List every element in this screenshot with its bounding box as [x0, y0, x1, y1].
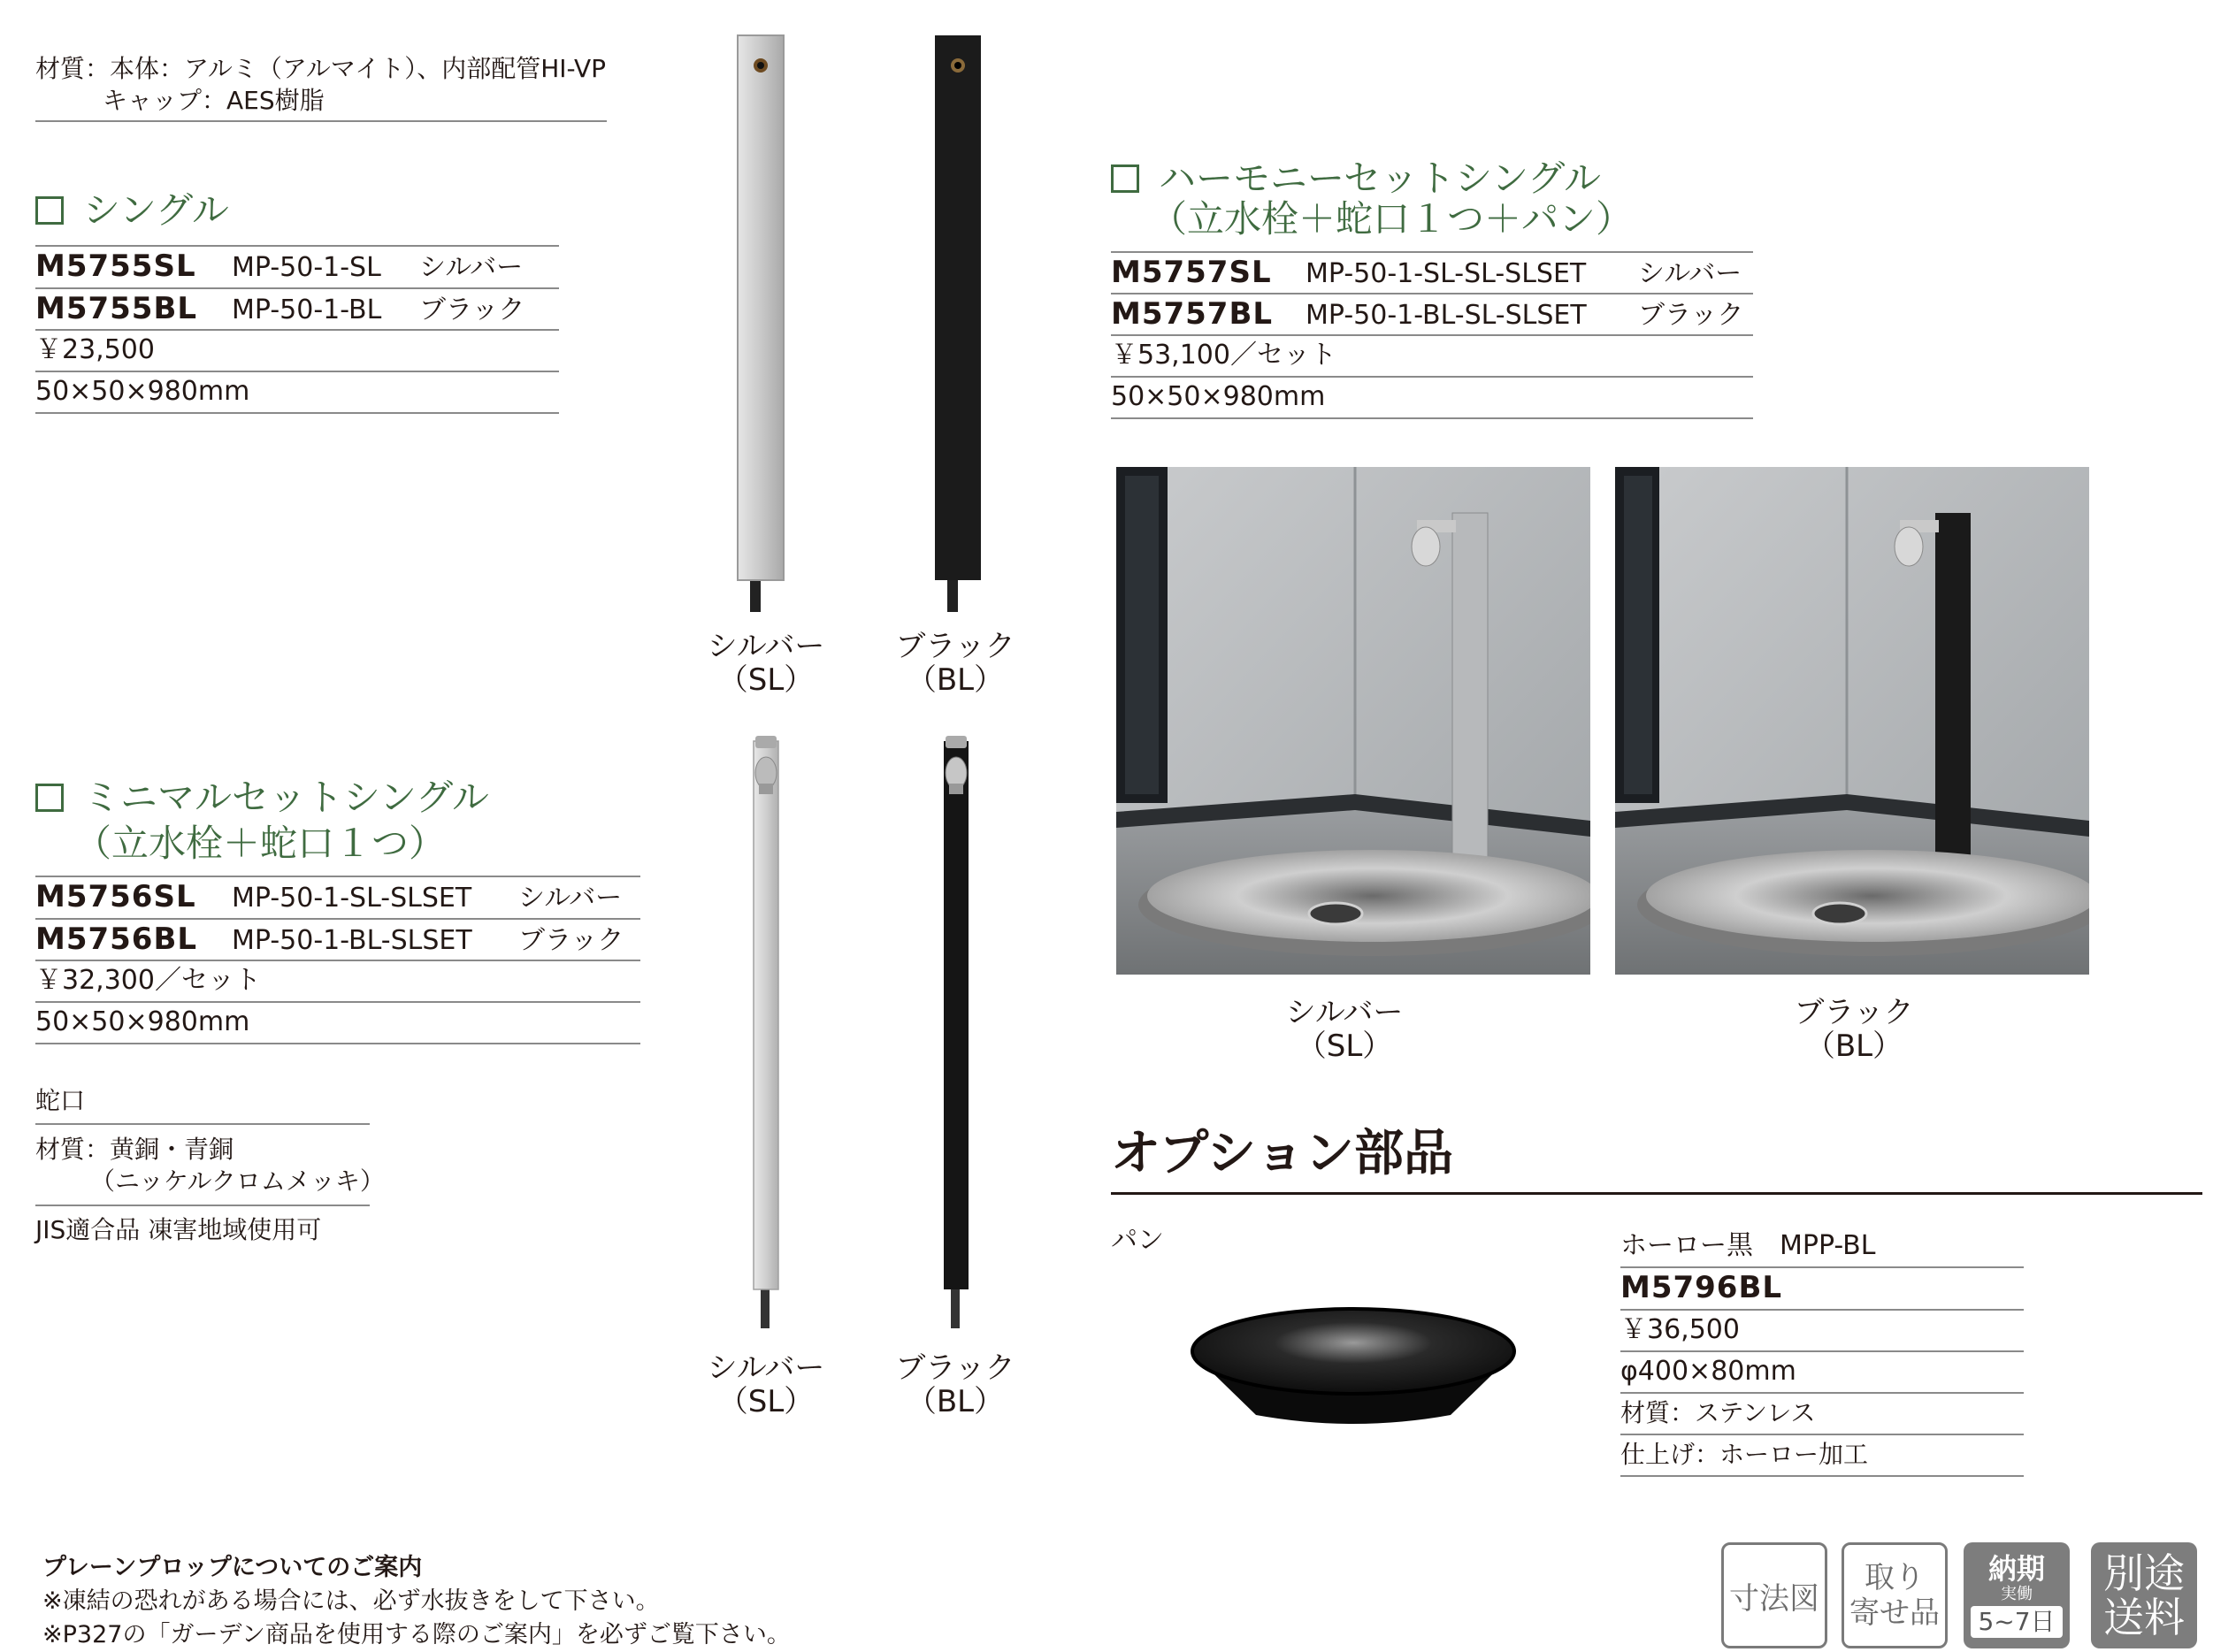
product-row	[1111, 294, 1743, 336]
material-note	[35, 53, 606, 117]
options-heading: オプション部品	[1111, 1125, 1453, 1182]
options-heading-rule	[1111, 1192, 2202, 1195]
divider	[35, 1205, 370, 1206]
notice-title: プレーンプロップについてのご案内	[42, 1554, 423, 1581]
product-row	[1111, 252, 1742, 294]
product-code: M5755BL	[35, 291, 198, 326]
price: ￥32,300／セット	[35, 965, 261, 996]
pan-finish: 仕上げ：ホーロー加工	[1620, 1440, 1869, 1469]
pan-size: φ400×80mm	[1620, 1356, 1796, 1387]
black-post-image	[931, 32, 984, 616]
caption-black: ブラック （BL）	[895, 1350, 1015, 1419]
faucet-label: 蛇口	[35, 1086, 86, 1115]
badge-separate-shipping: 別途 送料	[2091, 1542, 2197, 1648]
model-number: MP-50-1-BL-SL-SLSET	[1306, 300, 1587, 331]
divider	[35, 120, 607, 122]
divider	[35, 1043, 640, 1044]
model-number: MP-50-1-SL	[232, 252, 381, 283]
silver-faucet-post-image	[741, 730, 794, 1332]
harmony-silver-photo	[1116, 467, 1590, 975]
badge-dimension-drawing: 寸法図	[1721, 1542, 1827, 1648]
section-title-harmony: ハーモニーセットシングル	[1111, 156, 1601, 202]
model-number: MP-50-1-BL-SLSET	[232, 925, 472, 956]
color-name: シルバー	[419, 252, 524, 283]
caption-silver: シルバー （SL）	[707, 1350, 825, 1419]
product-code: M5757SL	[1111, 255, 1272, 290]
notice-line-2: ※P327の「ガーデン商品を使用する際のご案内」を必ずご覧下さい。	[42, 1621, 791, 1648]
badge-delivery-time: 納期 実働 5~7日	[1964, 1542, 2070, 1648]
caption-silver: シルバー （SL）	[1285, 995, 1404, 1064]
section-subtitle-minimal: （立水栓＋蛇口１つ）	[74, 822, 447, 865]
model-number: MP-50-1-SL-SLSET	[232, 883, 472, 914]
section-title-single: シングル	[35, 187, 229, 233]
divider	[35, 1123, 370, 1125]
pan-price: ￥36,500	[1620, 1314, 1740, 1345]
divider	[35, 412, 559, 414]
product-code: M5755SL	[35, 249, 196, 284]
price: ￥53,100／セット	[1111, 340, 1336, 371]
caption-black: ブラック （BL）	[895, 629, 1015, 698]
checkbox-square-icon	[35, 196, 64, 225]
faucet-material: 材質：黄銅・青銅 （ニッケルクロムメッキ）	[35, 1135, 385, 1196]
badge-special-order: 取り 寄せ品	[1842, 1542, 1948, 1648]
model-number: MP-50-1-SL-SL-SLSET	[1306, 258, 1587, 289]
pan-product-code: M5796BL	[1620, 1270, 1783, 1305]
product-row	[35, 876, 622, 919]
color-name: シルバー	[518, 883, 623, 914]
price: ￥23,500	[35, 334, 155, 365]
divider	[1111, 417, 1753, 419]
checkbox-square-icon	[35, 784, 64, 812]
product-row	[35, 246, 523, 288]
product-code: M5756BL	[35, 922, 198, 957]
faucet-note: JIS適合品 凍害地域使用可	[35, 1215, 322, 1244]
checkbox-square-icon	[1111, 164, 1139, 193]
color-name: ブラック	[419, 294, 525, 325]
enamel-pan-image	[1185, 1300, 1521, 1433]
harmony-black-photo	[1615, 467, 2089, 975]
divider	[1620, 1475, 2024, 1477]
caption-black: ブラック （BL）	[1794, 995, 1914, 1064]
model-number: MP-50-1-BL	[232, 294, 382, 325]
product-code: M5756SL	[35, 879, 196, 914]
pan-label: パン	[1111, 1225, 1164, 1256]
color-name: ブラック	[518, 925, 624, 956]
pan-name: ホーロー黒 MPP-BL	[1620, 1230, 1876, 1261]
black-faucet-post-image	[931, 730, 984, 1332]
notice-line-1: ※凍結の恐れがある場合には、必ず水抜きをして下さい。	[42, 1587, 660, 1615]
pan-material: 材質：ステンレス	[1620, 1398, 1816, 1427]
material-line-1: 材質：本体：アルミ（アルマイト）、内部配管HI-VP	[35, 54, 607, 83]
section-title-minimal: ミニマルセットシングル	[35, 775, 489, 821]
silver-post-image	[734, 32, 787, 616]
dimensions: 50×50×980mm	[1111, 381, 1326, 412]
product-row	[35, 288, 525, 331]
material-line-2: キャップ：AES樹脂	[103, 86, 325, 115]
caption-silver: シルバー （SL）	[707, 629, 825, 698]
dimensions: 50×50×980mm	[35, 376, 250, 407]
color-name: ブラック	[1638, 300, 1744, 331]
dimensions: 50×50×980mm	[35, 1006, 250, 1037]
product-code: M5757BL	[1111, 296, 1274, 332]
section-subtitle-harmony: （立水栓＋蛇口１つ＋パン）	[1150, 197, 1634, 241]
product-row	[35, 919, 624, 961]
notice	[42, 1551, 791, 1652]
color-name: シルバー	[1638, 258, 1742, 289]
